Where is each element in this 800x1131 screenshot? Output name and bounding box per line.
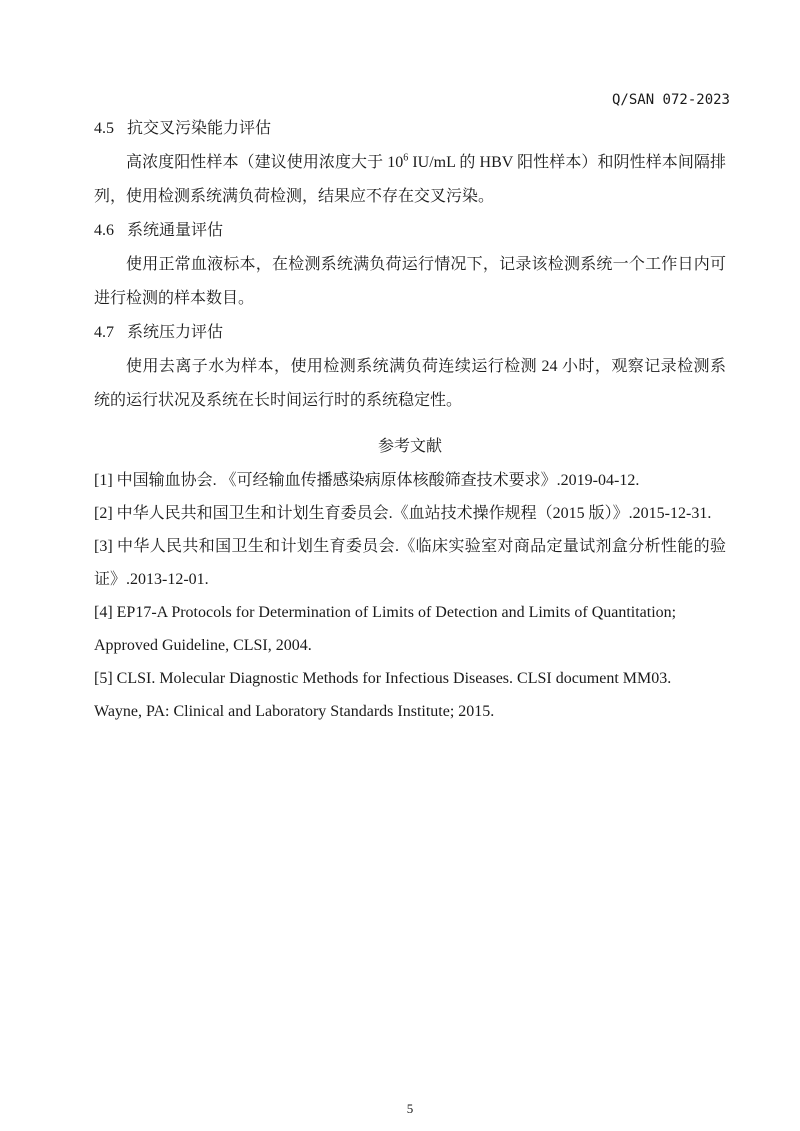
section-4-7 xyxy=(94,316,726,418)
section-title: 系统通量评估 xyxy=(127,222,224,239)
paragraph-line xyxy=(94,146,726,180)
section-number: 4.5 xyxy=(94,120,114,137)
paragraph-text: IU/mL 的 HBV 阳性样本）和阴性样本间隔排 xyxy=(408,154,726,171)
section-heading xyxy=(94,316,726,350)
document-code-header: Q/SAN 072-2023 xyxy=(611,92,730,108)
references-heading: 参考文献 xyxy=(377,438,442,455)
paragraph-line: 使用去离子水为样本，使用检测系统满负荷连续运行检测 24 小时，观察记录检测系 xyxy=(126,358,726,375)
reference-line: Approved Guideline, CLSI, 2004. xyxy=(94,637,312,654)
paragraph-line: 使用正常血液标本，在检测系统满负荷运行情况下，记录该检测系统一个工作日内可 xyxy=(126,256,726,273)
reference-line: 证》.2013-12-01. xyxy=(94,571,209,588)
section-number: 4.6 xyxy=(94,222,114,239)
page-number: 5 xyxy=(406,1101,414,1116)
reference-line: Wayne, PA: Clinical and Laboratory Standards Institute; 2015. xyxy=(94,703,495,720)
section-number: 4.7 xyxy=(94,324,114,341)
reference-line: [1] 中国输血协会. 《可经输血传播感染病原体核酸筛查技术要求》.2019-04-12. xyxy=(94,472,640,489)
section-4-6 xyxy=(94,214,726,316)
reference-item xyxy=(94,662,726,728)
section-title: 系统压力评估 xyxy=(127,324,224,341)
paragraph-line: 进行检测的样本数目。 xyxy=(94,290,255,307)
reference-item xyxy=(94,497,726,530)
superscript-exponent: 6 xyxy=(403,152,409,164)
paragraph-text: 高浓度阳性样本（建议使用浓度大于 10 xyxy=(126,154,404,171)
reference-line: [5] CLSI. Molecular Diagnostic Methods for Infectious Diseases. CLSI document MM03. xyxy=(94,670,672,687)
paragraph-line: 列，使用检测系统满负荷检测，结果应不存在交叉污染。 xyxy=(94,188,495,205)
page-content xyxy=(94,112,726,728)
references-section xyxy=(94,430,726,728)
reference-line: [3] 中华人民共和国卫生和计划生育委员会.《临床实验室对商品定量试剂盒分析性能的验 xyxy=(94,538,726,555)
reference-item xyxy=(94,530,726,596)
reference-line: [2] 中华人民共和国卫生和计划生育委员会.《血站技术操作规程（2015 版）》.2015-12-31. xyxy=(94,505,712,522)
section-4-5 xyxy=(94,112,726,214)
paragraph-line: 统的运行状况及系统在长时间运行时的系统稳定性。 xyxy=(94,392,463,409)
reference-line: [4] EP17-A Protocols for Determination of Limits of Detection and Limits of Quantitation; xyxy=(94,604,677,621)
section-heading xyxy=(94,214,726,248)
reference-item xyxy=(94,464,726,497)
section-title: 抗交叉污染能力评估 xyxy=(127,120,272,137)
reference-item xyxy=(94,596,726,662)
section-heading xyxy=(94,112,726,146)
